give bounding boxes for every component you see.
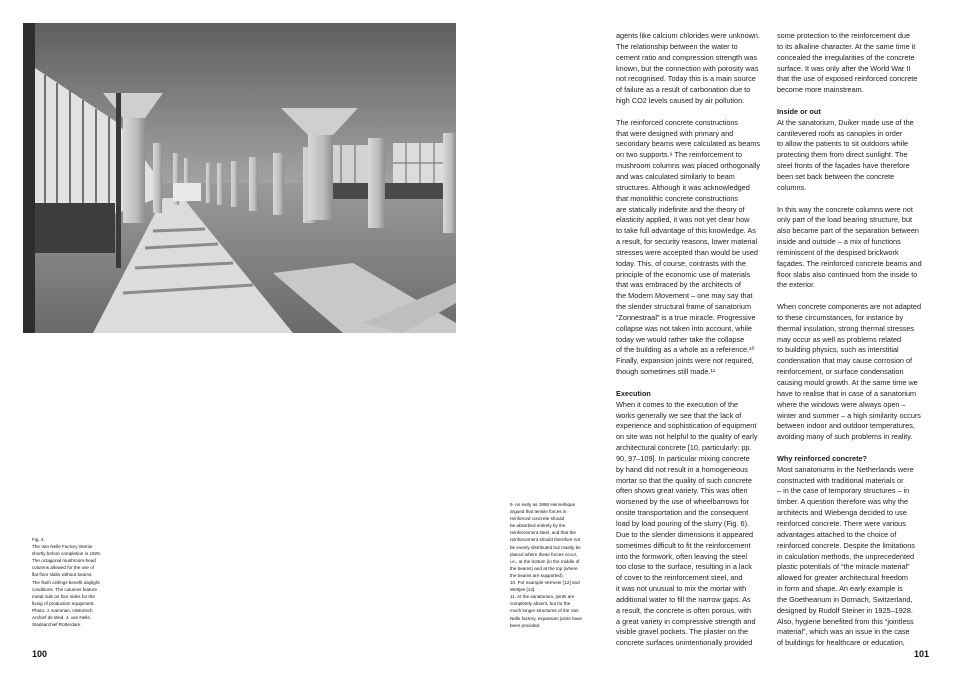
paragraph xyxy=(616,31,768,107)
text-column-1 xyxy=(616,31,768,660)
caption-line: Photo: J. Kamman, Historisch xyxy=(32,607,93,613)
text-line: Finally, expansion joints were not required, xyxy=(616,356,754,366)
footnote-line: 11. At the sanatorium, joints are xyxy=(510,594,575,600)
text-line: of the building as a whole as a reference.¹⁰ xyxy=(616,345,755,355)
caption-line: fixing of production equipment. xyxy=(32,600,95,606)
footnote-line: be evenly distributed but mainly be xyxy=(510,544,581,550)
text-line: reinforced concrete. Despite the limitations xyxy=(777,540,915,550)
footnote-line: been provided. xyxy=(510,622,541,628)
text-line: The relationship between the water to xyxy=(616,41,738,51)
text-line: constructed with traditional materials or xyxy=(777,475,904,485)
text-line: between indoor and outdoor temperatures, xyxy=(777,421,915,431)
text-line: In this way the concrete columns were not xyxy=(777,204,913,214)
text-line: avoiding many of such problems in reality. xyxy=(777,432,913,442)
text-line: columns. xyxy=(777,182,807,192)
text-line: elasticity applied, it was not yet clear how xyxy=(616,215,750,225)
text-line: visible gravel pockets. The plaster on the xyxy=(616,627,749,637)
text-line: architects and Wiebenga decided to use xyxy=(777,508,907,518)
text-line: reinforced concrete. There were various xyxy=(777,518,906,528)
text-line: though sometimes still made.¹¹ xyxy=(616,367,716,377)
text-line: that were designed with primary and xyxy=(616,128,734,138)
text-line: also became part of the separation between xyxy=(777,226,919,236)
text-line: timber. A question therefore was why the xyxy=(777,497,909,507)
text-line: to take full advantage of this knowledge. As xyxy=(616,226,756,236)
footnote-line: completely absent, but for the xyxy=(510,601,571,607)
page-number-right: 101 xyxy=(914,649,930,659)
text-line: on two supports.⁹ The reinforcement to xyxy=(616,150,742,160)
footnote-line: 9. As early as 1886 Hennebique xyxy=(510,502,576,507)
text-line: that the use of exposed reinforced concrete xyxy=(777,74,918,84)
text-line: protecting them from direct sunlight. The xyxy=(777,150,908,160)
text-line: only part of the load bearing structure, but xyxy=(777,215,913,225)
text-line: been set back between the concrete xyxy=(777,171,895,181)
text-line: cantilevered roofs as canopies in order xyxy=(777,128,903,138)
footnote-line: the beams) and at the top (where xyxy=(510,565,578,571)
text-line: the slender structural frame of sanatorium xyxy=(616,302,752,312)
text-line: a result, for security reasons, lower material xyxy=(616,237,758,247)
caption-line: columns allowed for the use of xyxy=(32,565,95,571)
text-line: material”, which was an issue in the case xyxy=(777,627,910,637)
text-line: floor slabs also continued from the inside to xyxy=(777,269,918,279)
text-line: sometimes difficult to fit the reinforcement xyxy=(616,540,751,550)
text-line: agents like calcium chlorides were unknown. xyxy=(616,31,760,40)
text-line: worsened by the use of wheelbarrows for xyxy=(616,497,750,507)
text-line: the exterior. xyxy=(777,280,816,290)
caption-line: The flush ceilings benefit daylight xyxy=(32,579,100,585)
text-line: to its alkaline character. At the same time it xyxy=(777,41,916,51)
text-line: steel fronts of the façades have therefore xyxy=(777,161,910,171)
footnotes xyxy=(510,501,614,629)
text-line: have to realise that in case of a sanatorium xyxy=(777,388,917,398)
text-line: a result, the concrete is often porous, with xyxy=(616,605,752,615)
text-line: onsite transportation and the consequent xyxy=(616,508,749,518)
footnote-line: the beams are supported). xyxy=(510,572,564,578)
text-line: to allow the patients to sit outdoors while xyxy=(777,139,909,149)
text-line: it was not unusual to mix the mortar with xyxy=(616,584,747,594)
text-line: that was embraced by the architects of xyxy=(616,280,741,290)
figure-photo-van-nelle-interior xyxy=(23,23,456,333)
text-line: today. This, of course, contrasts with the xyxy=(616,258,746,268)
text-line: – in the case of temporary structures – in xyxy=(777,486,910,496)
text-line: concrete surfaces unintentionally provided xyxy=(616,638,753,648)
text-line: reminiscent of the despised brickwork xyxy=(777,247,899,257)
text-line: experience and sophistication of equipment xyxy=(616,421,757,431)
text-line: load by load pouring of the slurry (Fig. 6). xyxy=(616,518,750,528)
text-line: often shows great variety. This was often xyxy=(616,486,748,496)
section-heading-execution: Execution xyxy=(616,388,651,398)
footnote-line: 10. For example Vermeer [12] and xyxy=(510,580,580,586)
text-line: some protection to the reinforcement due xyxy=(777,31,911,40)
footnote-line: much longer structures of the Van xyxy=(510,608,579,614)
text-line: to these circumstances, for instance by xyxy=(777,312,904,322)
text-line: The reinforced concrete constructions xyxy=(616,117,739,127)
text-line: thermal insulation, strong thermal stresses xyxy=(777,323,915,333)
footnote-line: reinforcement should therefore not xyxy=(510,537,581,543)
caption-line: shortly before completion in 1928. xyxy=(32,551,101,557)
text-line: cement ratio and compression strength was xyxy=(616,52,758,62)
text-line: may occur as well as problems related xyxy=(777,334,902,344)
text-line: and was calculated similarly to beam xyxy=(616,171,735,181)
footnote-line: reinforcement steel, and that the xyxy=(510,530,576,536)
text-line: plastic potentials of “the miracle material” xyxy=(777,562,910,572)
footnote-line: Wettjes [13]. xyxy=(510,587,536,593)
text-line: causing mould growth. At the same time we xyxy=(777,378,918,387)
text-line: façades. The reinforced concrete beams and xyxy=(777,258,922,268)
footnote-line: Nelle factory, expansion joints have xyxy=(510,615,582,621)
footnote-line: argued that tensile forces in xyxy=(510,509,567,515)
caption-line: The octagonal mushroom-head xyxy=(32,558,96,564)
paragraph xyxy=(777,302,929,443)
text-line: of buildings for healthcare or education, xyxy=(777,638,905,648)
paragraph xyxy=(777,118,929,194)
text-line: a great variety in compressive strength and xyxy=(616,616,756,626)
caption-line: Archief de Wed. J. van Nelle, xyxy=(32,615,92,621)
text-line: When it comes to the execution of the xyxy=(616,399,739,409)
footnote-line: reinforced concrete should xyxy=(510,516,565,522)
text-line: today we would rather take the collapse xyxy=(616,334,745,344)
text-line: When concrete components are not adapted xyxy=(777,302,922,312)
text-line: on site was not helpful to the quality of early xyxy=(616,432,758,442)
figure-caption xyxy=(32,536,157,628)
photo-illustration xyxy=(23,23,456,333)
footnote-line: placed where these forces occur, xyxy=(510,551,578,557)
text-line: additional water to fill the narrow gaps. As xyxy=(616,594,751,604)
text-line: to building physics, such as interstitial xyxy=(777,345,899,355)
page-number-left: 100 xyxy=(32,649,48,659)
text-line: secondary beams were calculated as beams xyxy=(616,139,760,149)
text-line: of cover to the reinforcement steel, and xyxy=(616,573,743,583)
text-line: inside and outside – a mix of functions xyxy=(777,237,901,247)
text-line: the Goetheanum in Dornach, Switzerland, xyxy=(777,594,913,604)
paragraph xyxy=(616,118,768,378)
text-line: winter and summer – a high similarity occurs xyxy=(777,410,921,420)
text-line: structures. Although it was acknowledged xyxy=(616,182,750,192)
text-line: “Zonnestraal” is a true miracle. Progressive xyxy=(616,312,756,322)
text-line: that monolithic concrete constructions xyxy=(616,193,739,203)
text-line: high CO2 levels caused by air pollution. xyxy=(616,96,745,106)
section-heading-inside-or-out: Inside or out xyxy=(777,106,821,116)
text-line: where the windows were always open – xyxy=(777,399,906,409)
text-line: At the sanatorium, Duiker made use of the xyxy=(777,117,914,127)
text-line: concealed the irregularities of the concrete xyxy=(777,52,915,62)
text-line: architectural concrete [10, particularly: pp. xyxy=(616,443,752,453)
text-line: stresses were accepted than would be used xyxy=(616,247,758,257)
text-line: designed by Rudolf Steiner in 1925–1928. xyxy=(777,605,913,615)
text-line: the Modern Movement – one may say that xyxy=(616,291,753,301)
text-line: collapse was not taken into account, while xyxy=(616,323,752,333)
text-line: not recognised. Today this is a main source xyxy=(616,74,756,84)
caption-line: The Van Nelle Factory interior xyxy=(32,544,93,550)
text-line: become more mainstream. xyxy=(777,85,864,95)
section-heading-why-reinforced-concrete: Why reinforced concrete? xyxy=(777,453,868,463)
text-line: in form and shape. An early example is xyxy=(777,584,903,594)
caption-line: conditions. The columns feature xyxy=(32,586,98,592)
footnote-line: be absorbed entirely by the xyxy=(510,523,566,529)
text-line: reinforcement, or surface condensation xyxy=(777,367,904,377)
text-line: Also, hygiene benefited from this “jointless xyxy=(777,616,914,626)
paragraph xyxy=(777,465,929,649)
text-line: by hand did not result in a homogeneous xyxy=(616,464,748,474)
text-line: principle of the economic use of materials xyxy=(616,269,751,279)
text-column-2 xyxy=(777,31,929,660)
text-line: 90, 97–109]. In particular mixing concrete xyxy=(616,453,750,463)
text-line: are statically indefinite and the theory of xyxy=(616,204,745,214)
caption-line: flat floor slabs without beams. xyxy=(32,572,93,578)
text-line: condensation that may cause corrosion of xyxy=(777,356,913,366)
text-line: advantages attached to the choice of xyxy=(777,529,897,539)
text-line: mushroom columns was placed orthogonally xyxy=(616,161,760,171)
text-line: Due to the slender dimensions it appeared xyxy=(616,529,754,539)
text-line: allowed for greater architectural freedom xyxy=(777,573,909,583)
text-line: too close to the surface, resulting in a lack xyxy=(616,562,752,572)
paragraph xyxy=(616,400,768,649)
text-line: in calculation methods, the unprecedented xyxy=(777,551,915,561)
text-line: mortar so that the quality of such concrete xyxy=(616,475,752,485)
text-line: Most sanatoriums in the Netherlands were xyxy=(777,464,914,474)
caption-line: Fig. 4. xyxy=(32,537,45,542)
footnote-line: i.e., at the bottom (in the middle of xyxy=(510,558,580,564)
text-line: works generally we see that the lack of xyxy=(616,410,742,420)
text-line: of failure as a result of carbonation due to xyxy=(616,85,751,95)
text-line: surface. It was only after the World War II xyxy=(777,63,911,73)
caption-line: Stadsarchief Rotterdam. xyxy=(32,622,82,628)
paragraph xyxy=(777,31,929,96)
text-line: into the formwork, often leaving the steel xyxy=(616,551,748,561)
caption-line: metal rails on four sides for the xyxy=(32,593,95,599)
text-line: known, but the connection with porosity was xyxy=(616,63,759,73)
paragraph xyxy=(777,205,929,292)
